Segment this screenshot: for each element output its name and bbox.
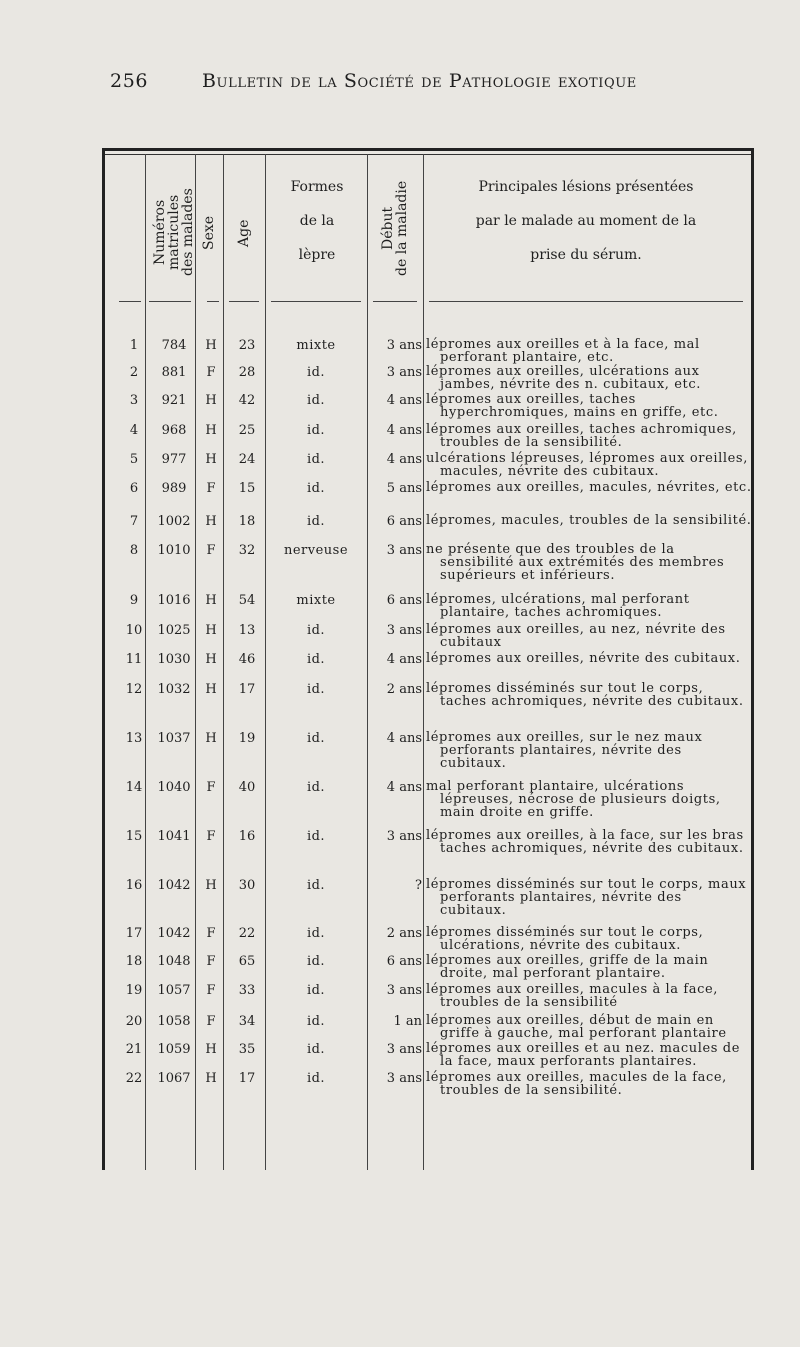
- lesions-cell: lépromes disséminés sur tout le corps, taches achromiques, névrite des cubitaux.: [426, 681, 744, 709]
- forme-cell: id.: [306, 926, 326, 941]
- forme-cell: id.: [306, 731, 326, 746]
- row-number: 3: [129, 393, 139, 408]
- debut-cell: 3 ans: [386, 543, 422, 558]
- age-cell: 19: [238, 731, 256, 746]
- sexe-cell: H: [205, 1042, 217, 1057]
- header-underline: [271, 301, 361, 302]
- lesions-cell: lépromes aux oreilles et au nez. macules de la face, maux perforants plantaires.: [426, 1041, 741, 1069]
- matricule-cell: 1059: [157, 1042, 191, 1057]
- age-cell: 34: [238, 1014, 256, 1029]
- matricule-cell: 1032: [157, 682, 191, 697]
- age-cell: 13: [238, 623, 256, 638]
- header-numeros: [153, 174, 195, 290]
- sexe-cell: F: [206, 954, 216, 969]
- forme-cell: id.: [306, 365, 326, 380]
- row-number: 21: [125, 1042, 143, 1057]
- page-number: 256: [110, 70, 149, 92]
- row-number: 13: [125, 731, 143, 746]
- sexe-cell: H: [205, 514, 217, 529]
- forme-cell: id.: [306, 1071, 326, 1086]
- forme-cell: id.: [306, 954, 326, 969]
- sexe-cell: F: [206, 926, 216, 941]
- debut-cell: 4 ans: [386, 393, 422, 408]
- header-underline: [373, 301, 417, 302]
- sexe-cell: H: [205, 623, 217, 638]
- header-lesions: [427, 170, 745, 272]
- sexe-cell: H: [205, 423, 217, 438]
- forme-cell: mixte: [296, 593, 336, 608]
- matricule-cell: 881: [161, 365, 187, 380]
- matricule-cell: 1040: [157, 780, 191, 795]
- sexe-cell: F: [206, 1014, 216, 1029]
- sexe-cell: F: [206, 983, 216, 998]
- forme-cell: id.: [306, 829, 326, 844]
- forme-cell: mixte: [296, 338, 336, 353]
- header-underline: [119, 301, 141, 302]
- debut-cell: 3 ans: [386, 1071, 422, 1086]
- row-number: 4: [129, 423, 139, 438]
- matricule-cell: 989: [161, 481, 187, 496]
- row-number: 7: [129, 514, 139, 529]
- age-cell: 42: [238, 393, 256, 408]
- forme-cell: id.: [306, 623, 326, 638]
- lesions-cell: lépromes aux oreilles, macules de la face, troubles de la sensibilité.: [426, 1070, 727, 1098]
- forme-cell: id.: [306, 1014, 326, 1029]
- forme-cell: id.: [306, 682, 326, 697]
- row-number: 18: [125, 954, 143, 969]
- lesions-cell: lépromes aux oreilles, macules à la face, troubles de la sensibilité: [426, 982, 719, 1010]
- forme-cell: id.: [306, 780, 326, 795]
- debut-cell: 6 ans: [386, 514, 422, 529]
- header-formes: [267, 170, 367, 272]
- forme-cell: id.: [306, 514, 326, 529]
- debut-cell: 3 ans: [386, 338, 422, 353]
- lesions-cell: lépromes aux oreilles et à la face, mal perforant plantaire, etc.: [426, 337, 700, 365]
- sexe-cell: H: [205, 452, 217, 467]
- lesions-cell: lépromes disséminés sur tout le corps, maux perforants plantaires, névrite des cubitaux.: [426, 877, 747, 918]
- forme-cell: id.: [306, 652, 326, 667]
- matricule-cell: 1042: [157, 926, 191, 941]
- debut-cell: 3 ans: [386, 1042, 422, 1057]
- matricule-cell: 1030: [157, 652, 191, 667]
- debut-cell: 1 an: [393, 1014, 422, 1029]
- age-cell: 54: [238, 593, 256, 608]
- header-lesions-line: par le malade au moment de la: [475, 213, 697, 229]
- matricule-cell: 1058: [157, 1014, 191, 1029]
- lesions-cell: lépromes aux oreilles, taches hyperchromiques, mains en griffe, etc.: [426, 392, 719, 420]
- sexe-cell: H: [205, 878, 217, 893]
- matricule-cell: 1037: [157, 731, 191, 746]
- debut-cell: 5 ans: [386, 481, 422, 496]
- sexe-cell: F: [206, 481, 216, 496]
- matricule-cell: 784: [161, 338, 187, 353]
- debut-cell: 2 ans: [386, 926, 422, 941]
- age-cell: 35: [238, 1042, 256, 1057]
- age-cell: 22: [238, 926, 256, 941]
- age-cell: 15: [238, 481, 256, 496]
- debut-cell: 6 ans: [386, 954, 422, 969]
- sexe-cell: F: [206, 365, 216, 380]
- age-cell: 18: [238, 514, 256, 529]
- row-number: 8: [129, 543, 139, 558]
- lesions-cell: mal perforant plantaire, ulcérations lépreuses, nécrose de plusieurs doigts, main droite en griffe.: [426, 779, 721, 820]
- row-number: 17: [125, 926, 143, 941]
- header-numeros-line: matricules: [166, 194, 182, 270]
- header-underline: [429, 301, 743, 302]
- lesions-cell: lépromes aux oreilles, macules, névrites, etc.: [426, 480, 752, 495]
- age-cell: 46: [238, 652, 256, 667]
- debut-cell: 3 ans: [386, 829, 422, 844]
- lesions-cell: lépromes aux oreilles, griffe de la main droite, mal perforant plantaire.: [426, 953, 709, 981]
- lesions-cell: lépromes aux oreilles, sur le nez maux perforants plantaires, névrite des cubitaux.: [426, 730, 703, 771]
- age-cell: 65: [238, 954, 256, 969]
- header-underline: [207, 301, 219, 302]
- forme-cell: id.: [306, 983, 326, 998]
- row-number: 10: [125, 623, 143, 638]
- row-number: 9: [129, 593, 139, 608]
- matricule-cell: 1042: [157, 878, 191, 893]
- age-cell: 33: [238, 983, 256, 998]
- row-number: 2: [129, 365, 139, 380]
- header-lesions-line: Principales lésions présentées: [478, 179, 694, 195]
- header-debut: [381, 172, 409, 284]
- matricule-cell: 1057: [157, 983, 191, 998]
- sexe-cell: F: [206, 780, 216, 795]
- table-top-rule-thin: [105, 154, 751, 155]
- age-cell: 25: [238, 423, 256, 438]
- header-debut-line: de la maladie: [394, 180, 410, 276]
- sexe-cell: H: [205, 652, 217, 667]
- debut-cell: 2 ans: [386, 682, 422, 697]
- forme-cell: nerveuse: [283, 543, 349, 558]
- header-numeros-line: des malades: [180, 188, 196, 276]
- header-numeros-line: Numéros: [152, 199, 168, 265]
- debut-cell: 4 ans: [386, 652, 422, 667]
- matricule-cell: 921: [161, 393, 187, 408]
- lesions-cell: lépromes aux oreilles, ulcérations aux jambes, névrite des n. cubitaux, etc.: [426, 364, 701, 392]
- debut-cell: 4 ans: [386, 731, 422, 746]
- header-lesions-line: prise du sérum.: [530, 247, 642, 263]
- lesions-cell: lépromes aux oreilles, à la face, sur les bras taches achromiques, névrite des cubitaux.: [426, 828, 744, 856]
- row-number: 19: [125, 983, 143, 998]
- sexe-cell: H: [205, 393, 217, 408]
- row-number: 6: [129, 481, 139, 496]
- lesions-cell: lépromes, macules, troubles de la sensibilité.: [426, 513, 752, 528]
- lesions-cell: lépromes aux oreilles, au nez, névrite des cubitaux: [426, 622, 726, 650]
- column-divider: [423, 154, 424, 1170]
- debut-cell: 4 ans: [386, 780, 422, 795]
- matricule-cell: 1010: [157, 543, 191, 558]
- row-number: 1: [129, 338, 139, 353]
- matricule-cell: 1002: [157, 514, 191, 529]
- lesions-cell: lépromes, ulcérations, mal perforant plantaire, taches achromiques.: [426, 592, 690, 620]
- debut-cell: 4 ans: [386, 423, 422, 438]
- patients-table: [102, 148, 754, 1170]
- forme-cell: id.: [306, 481, 326, 496]
- matricule-cell: 977: [161, 452, 187, 467]
- forme-cell: id.: [306, 423, 326, 438]
- lesions-cell: lépromes aux oreilles, début de main en griffe à gauche, mal perforant plantaire: [426, 1013, 727, 1041]
- sexe-cell: H: [205, 1071, 217, 1086]
- sexe-cell: F: [206, 543, 216, 558]
- matricule-cell: 1041: [157, 829, 191, 844]
- age-cell: 16: [238, 829, 256, 844]
- sexe-cell: H: [205, 682, 217, 697]
- header-underline: [229, 301, 259, 302]
- age-cell: 30: [238, 878, 256, 893]
- sexe-cell: H: [205, 731, 217, 746]
- debut-cell: 4 ans: [386, 452, 422, 467]
- header-formes-line: lèpre: [298, 247, 336, 263]
- age-cell: 24: [238, 452, 256, 467]
- header-formes-line: Formes: [290, 179, 344, 195]
- row-number: 16: [125, 878, 143, 893]
- table-top-rule: [105, 148, 751, 151]
- debut-cell: 6 ans: [386, 593, 422, 608]
- matricule-cell: 1025: [157, 623, 191, 638]
- age-cell: 40: [238, 780, 256, 795]
- lesions-cell: lépromes aux oreilles, taches achromiques, troubles de la sensibilité.: [426, 422, 737, 450]
- row-number: 15: [125, 829, 143, 844]
- header-sexe: Sexe: [201, 215, 217, 251]
- debut-cell: 3 ans: [386, 365, 422, 380]
- lesions-cell: ulcérations lépreuses, lépromes aux oreilles, macules, névrite des cubitaux.: [426, 451, 748, 479]
- age-cell: 17: [238, 1071, 256, 1086]
- sexe-cell: H: [205, 593, 217, 608]
- column-divider: [223, 154, 224, 1170]
- matricule-cell: 1016: [157, 593, 191, 608]
- row-number: 22: [125, 1071, 143, 1086]
- header-underline: [149, 301, 191, 302]
- row-number: 14: [125, 780, 143, 795]
- lesions-cell: lépromes aux oreilles, névrite des cubitaux.: [426, 651, 741, 666]
- matricule-cell: 968: [161, 423, 187, 438]
- running-title: Bulletin de la Société de Pathologie exotique: [202, 70, 637, 92]
- debut-cell: ?: [415, 878, 422, 893]
- matricule-cell: 1067: [157, 1071, 191, 1086]
- row-number: 20: [125, 1014, 143, 1029]
- row-number: 5: [129, 452, 139, 467]
- header-formes-line: de la: [299, 213, 335, 229]
- sexe-cell: F: [206, 829, 216, 844]
- header-age: Age: [236, 219, 252, 247]
- debut-cell: 3 ans: [386, 983, 422, 998]
- forme-cell: id.: [306, 452, 326, 467]
- row-number: 11: [125, 652, 143, 667]
- age-cell: 17: [238, 682, 256, 697]
- forme-cell: id.: [306, 878, 326, 893]
- age-cell: 23: [238, 338, 256, 353]
- row-number: 12: [125, 682, 143, 697]
- forme-cell: id.: [306, 1042, 326, 1057]
- matricule-cell: 1048: [157, 954, 191, 969]
- age-cell: 32: [238, 543, 256, 558]
- header-debut-line: Début: [380, 206, 396, 250]
- forme-cell: id.: [306, 393, 326, 408]
- lesions-cell: ne présente que des troubles de la sensibilité aux extrémités des membres supérieurs et inférieurs.: [426, 542, 725, 583]
- lesions-cell: lépromes disséminés sur tout le corps, ulcérations, névrite des cubitaux.: [426, 925, 704, 953]
- debut-cell: 3 ans: [386, 623, 422, 638]
- age-cell: 28: [238, 365, 256, 380]
- sexe-cell: H: [205, 338, 217, 353]
